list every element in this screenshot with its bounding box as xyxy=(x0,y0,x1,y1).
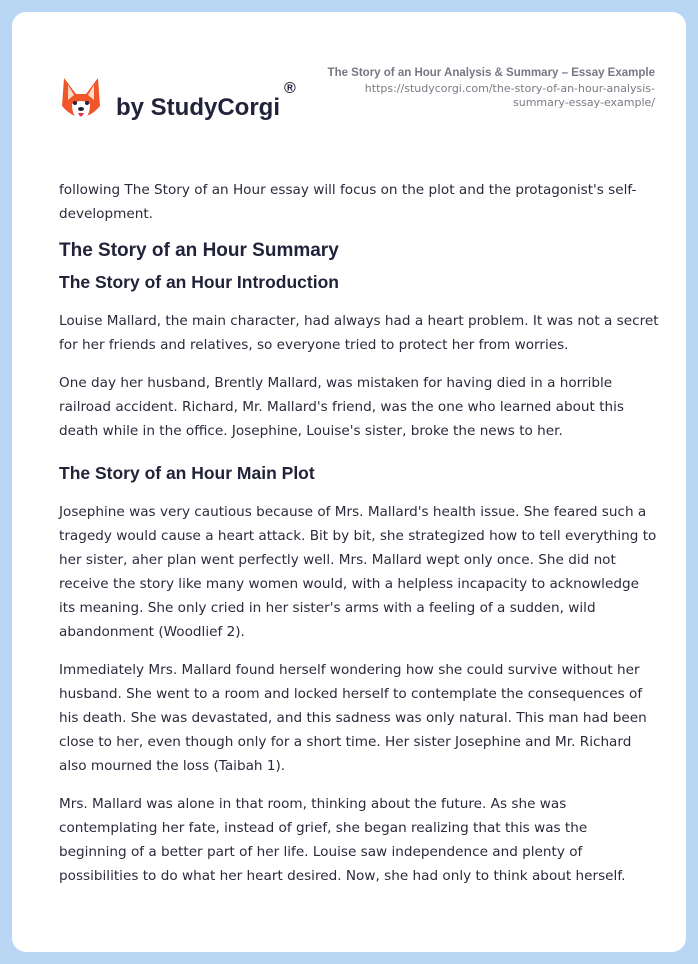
page-card xyxy=(12,12,686,952)
paragraph: Mrs. Mallard was alone in that room, thinking about the future. As she was contemplating her fate, instead of grief, she began realizing that this was the beginning of a better part of her life. Louise saw independence and plenty of possibilities to do what her heart desired. Now, she had only to think about herself. xyxy=(59,796,626,884)
brand-name: by StudyCorgi® xyxy=(116,80,296,121)
document-header xyxy=(325,66,655,110)
document-title: The Story of an Hour Analysis & Summary – Essay Example xyxy=(327,67,655,79)
paragraph: One day her husband, Brently Mallard, was mistaken for having died in a horrible railroad accident. Richard, Mr. Mallard's friend, was the one who learned about this death while in the office. Josephine, Louise's sister, broke the news to her. xyxy=(59,375,624,439)
paragraph: Louise Mallard, the main character, had always had a heart problem. It was not a secret for her friends and relatives, so everyone tried to protect her from worries. xyxy=(59,313,659,353)
paragraph: Josephine was very cautious because of Mrs. Mallard's health issue. She feared such a tragedy would cause a heart attack. Bit by bit, she strategized how to tell everything to her sister, aher plan went perfectly well. Mrs. Mallard wept only once. She did not receive the story like many women would, with a helpless incapacity to acknowledge its meaning. She only cried in her sister's arms with a feeling of a sudden, wild abandonment (Woodlief 2). xyxy=(59,504,657,640)
corgi-icon xyxy=(60,76,102,124)
studycorgi-logo[interactable] xyxy=(60,76,296,124)
paragraph: Immediately Mrs. Mallard found herself wondering how she could survive without her husband. She went to a room and locked herself to contemplate the consequences of his death. She was devastated, and this sadness was only natural. This man had been close to her, even though only for a short time. Her sister Josephine and Mr. Richard also mourned the loss (Taibah 1). xyxy=(59,662,647,774)
heading-main-plot: The Story of an Hour Main Plot xyxy=(59,463,315,483)
paragraph-intro: following The Story of an Hour essay will focus on the plot and the protagonist's self-development. xyxy=(59,182,637,222)
document-url[interactable]: https://studycorgi.com/the-story-of-an-hour-analysis-summary-essay-example/ xyxy=(364,82,655,109)
article-body xyxy=(59,178,659,902)
heading-summary: The Story of an Hour Summary xyxy=(59,240,339,261)
heading-introduction: The Story of an Hour Introduction xyxy=(59,272,339,292)
